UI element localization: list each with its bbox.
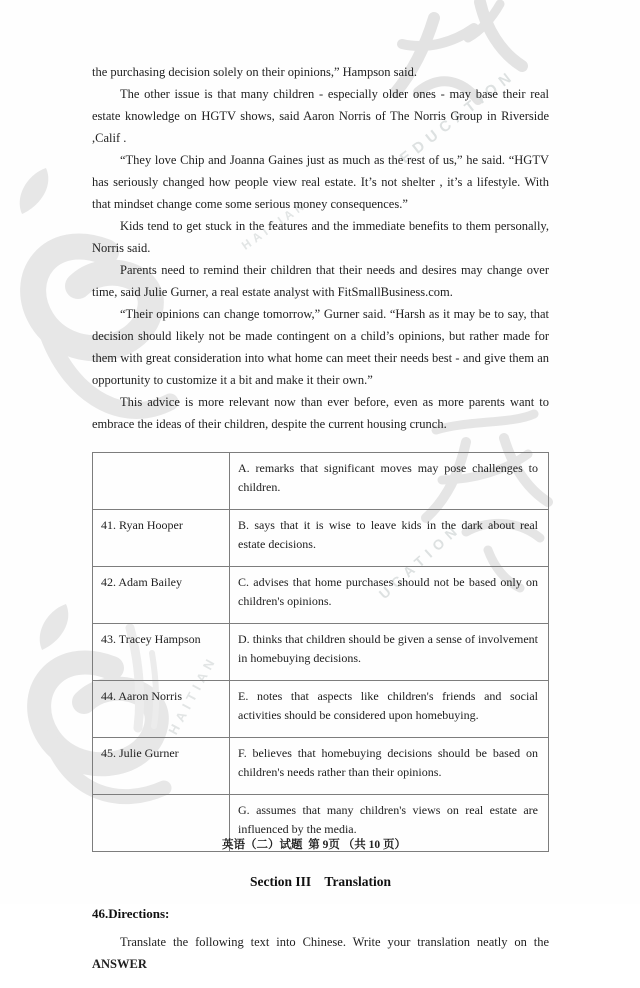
- table-cell-option: D. thinks that children should be given a sense of involvement in homebuying decisions.: [230, 624, 549, 681]
- table-cell-option: E. notes that aspects like children's friends and social activities should be considered upon homebuying.: [230, 681, 549, 738]
- table-cell-person: 43. Tracey Hampson: [93, 624, 230, 681]
- paragraph-advice-relevant: This advice is more relevant now than ever before, even as more parents want to embrace the ideas of their children, despite the current housing crunch.: [92, 395, 549, 431]
- table-row: [93, 453, 549, 510]
- paragraph-hgtv-quote: “They love Chip and Joanna Gaines just as much as the rest of us,” he said. “HGTV has seriously changed how people view real estate. It’s not shelter , it’s a lifestyle. With that mindset change come some serious money consequences.”: [92, 153, 549, 211]
- table-row: [93, 738, 549, 795]
- paragraph-gurner-quote: “Their opinions can change tomorrow,” Gurner said. “Harsh as it may be to say, that decision should likely not be made contingent on a child’s opinions, but rather made for them with great consideration into what home can meet their needs best - and give them an opportunity to customize it a bit and make it their own.”: [92, 307, 549, 387]
- watermark-text-haitian-mid: HAITIAN: [238, 197, 310, 253]
- table-cell-person: 42. Adam Bailey: [93, 567, 230, 624]
- table-row: [93, 567, 549, 624]
- table-cell-person: [93, 453, 230, 510]
- table-row: [93, 624, 549, 681]
- table-cell-person: 41. Ryan Hooper: [93, 510, 230, 567]
- table-cell-option: B. says that it is wise to leave kids in the dark about real estate decisions.: [230, 510, 549, 567]
- paragraph-other-issue: The other issue is that many children - especially older ones - may base their real estate knowledge on HGTV shows, said Aaron Norris of The Norris Group in Riverside ,Calif .: [92, 87, 549, 145]
- directions-sentence: Translate the following text into Chinese. Write your translation neatly on the: [120, 935, 549, 949]
- table-row: [93, 510, 549, 567]
- watermark-text-ucation: UCATION: [375, 519, 465, 602]
- directions-label: 46.Directions:: [92, 906, 170, 921]
- section-heading: Section III Translation: [250, 874, 391, 889]
- table-cell-option: F. believes that homebuying decisions should be based on children's needs rather than their opinions.: [230, 738, 549, 795]
- matching-table: [92, 452, 549, 852]
- paragraph-kids-stuck: Kids tend to get stuck in the features and the immediate benefits to them personally, Norris said.: [92, 219, 549, 255]
- table-cell-option: G. assumes that many children's views on real estate are influenced by the media.: [230, 795, 549, 852]
- directions-text: [92, 931, 549, 975]
- table-cell-person: 45. Julie Gurner: [93, 738, 230, 795]
- table-cell-option: A. remarks that significant moves may pose challenges to children.: [230, 453, 549, 510]
- watermark-text-haitian-bottom: HAITIAN: [165, 652, 220, 738]
- paragraph-hampson-end: the purchasing decision solely on their opinions,” Hampson said.: [92, 65, 417, 79]
- directions-answer-word: ANSWER: [92, 957, 147, 971]
- table-cell-person: 44. Aaron Norris: [93, 681, 230, 738]
- watermark-text-education: EDUCATION: [396, 66, 520, 168]
- table-cell-option: C. advises that home purchases should not be based only on children's opinions.: [230, 567, 549, 624]
- page-footer: 英语（二）试题 第 9页 （共 10 页）: [222, 839, 406, 851]
- paragraph-parents-remind: Parents need to remind their children that their needs and desires may change over time, said Julie Gurner, a real estate analyst with FitSmallBusiness.com.: [92, 263, 549, 299]
- table-row: [93, 681, 549, 738]
